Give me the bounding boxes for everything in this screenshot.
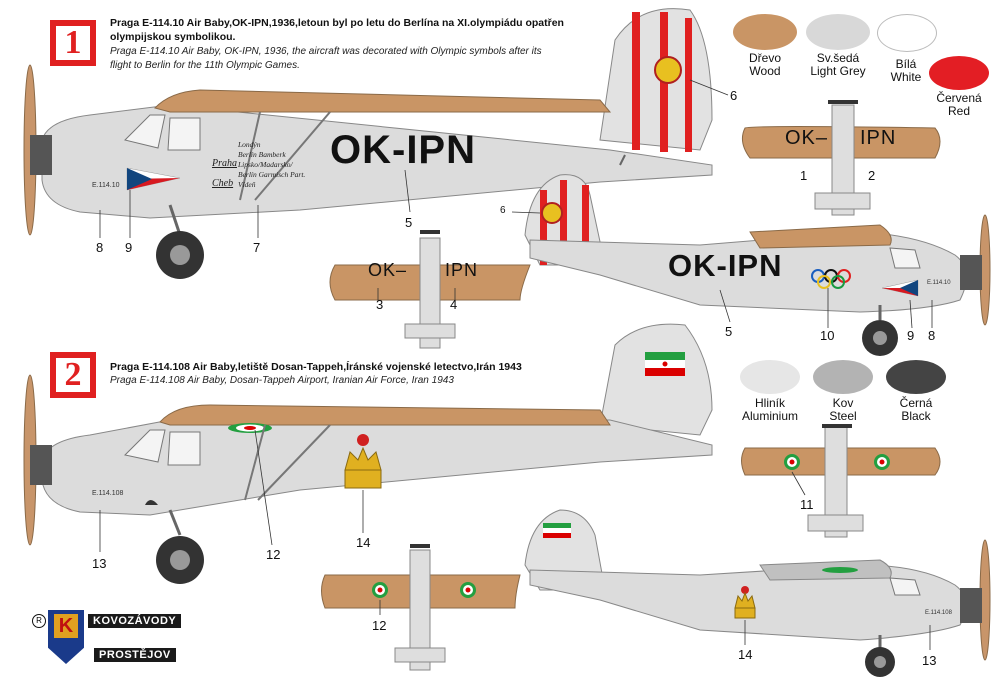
swatch-white [877, 14, 937, 52]
swatch-wood [733, 14, 797, 50]
callout-3: 3 [376, 297, 384, 312]
kovozavody-logo [32, 610, 177, 670]
scheme-1-number: 1 [56, 26, 90, 60]
plane-1-registration-left: OK-IPN [330, 128, 476, 172]
route-cheb: Cheb [212, 178, 234, 189]
callout-13-left: 13 [92, 556, 107, 571]
callout-4: 4 [450, 297, 458, 312]
route-line: Londýn [238, 140, 261, 149]
plane-1-wing-right-large: IPN [860, 127, 897, 149]
plane-1-top-small [330, 232, 530, 348]
callout-14-right: 14 [738, 647, 753, 662]
swatch-aluminium-label: Hliník Aluminium [741, 396, 798, 423]
callout-5-right: 5 [725, 324, 733, 339]
swatch-red-label: Červená Red [936, 91, 982, 118]
route-line: Vídeň [238, 180, 256, 189]
callout-12-left: 12 [266, 547, 281, 562]
plane-1-registration-right: OK-IPN [668, 248, 783, 283]
callout-14-left: 14 [356, 535, 371, 550]
route-praha: Praha [212, 158, 237, 169]
plane-1-wing-left-large: OK– [785, 127, 829, 149]
registered-mark: R [32, 614, 46, 628]
callout-5-left: 5 [405, 215, 413, 230]
swatch-aluminium [740, 360, 800, 394]
callout-9-right: 9 [907, 328, 915, 343]
swatch-black [886, 360, 946, 394]
swatch-steel [813, 360, 873, 394]
route-line: Lipsko/Madarsko/ [238, 160, 293, 169]
swatch-light-grey-label: Sv.šedá Light Grey [810, 51, 866, 78]
plane-1-serial-right: E.114.10 [927, 280, 951, 286]
swatch-black-label: Černá Black [899, 396, 933, 423]
callout-10: 10 [820, 328, 835, 343]
callout-8-left: 8 [96, 240, 104, 255]
callout-9-left: 9 [125, 240, 133, 255]
callout-12-right: 12 [372, 618, 387, 633]
scheme-1-caption-en-1: Praga E-114.10 Air Baby, OK-IPN, 1936, the aircraft was decorated with Olympic symbols after its [110, 46, 542, 57]
plane-2-top-small [322, 546, 521, 670]
plane-1-wing-right-small: IPN [445, 260, 479, 280]
scheme-2-caption-en: Praga E-114.108 Air Baby, Dosan-Tappeh Airport, Iranian Air Force, Iran 1943 [110, 375, 454, 386]
scheme-2-number: 2 [56, 358, 90, 392]
callout-6-left: 6 [730, 88, 738, 103]
callout-7: 7 [253, 240, 261, 255]
logo-letter: K [54, 614, 78, 638]
route-list [238, 140, 305, 190]
swatch-white-label: Bílá White [890, 57, 922, 84]
callout-11: 11 [800, 497, 814, 512]
plane-2-serial-right: E.114.108 [925, 610, 952, 616]
scheme-1-caption-cz-1: Praga E-114.10 Air Baby,OK-IPN,1936,letoun byl po letu do Berlína na XI.olympiádu opatřen [110, 17, 564, 29]
scheme-2-caption-cz: Praga E-114.108 Air Baby,letiště Dosan-Tappeh,Íránské vojenské letectvo,Irán 1943 [110, 361, 522, 373]
plane-1-serial-left: E.114.10 [92, 182, 120, 189]
callout-13-right: 13 [922, 653, 937, 668]
logo-top-text: KOVOZÁVODY [88, 614, 181, 628]
scheme-1-caption-en-2: flight to Berlin for the 11th Olympic Games. [110, 60, 300, 71]
callout-6-right: 6 [500, 205, 506, 216]
route-line: Berlín Bamberk [238, 150, 286, 159]
swatch-red [929, 56, 989, 90]
plane-2-side-right [525, 510, 990, 677]
plane-2-top-right [742, 425, 941, 537]
logo-bottom-text: PROSTĚJOV [94, 648, 176, 662]
olympic-emblem-icon [655, 57, 681, 83]
plane-1-top-right [742, 102, 940, 215]
route-line: Berlín Garmisch Part. [238, 170, 306, 179]
callout-8-right: 8 [928, 328, 936, 343]
swatch-wood-label: Dřevo Wood [748, 51, 781, 78]
plane-2-serial-left: E.114.108 [92, 490, 124, 497]
callout-1: 1 [800, 168, 808, 183]
plane-1-wing-left-small: OK– [368, 260, 408, 280]
callout-2: 2 [868, 168, 876, 183]
swatch-light-grey [806, 14, 870, 50]
iran-flag-icon [663, 362, 668, 367]
swatch-steel-label: Kov Steel [829, 396, 857, 423]
scheme-1-caption-cz-2: olympijskou symbolikou. [110, 31, 236, 43]
